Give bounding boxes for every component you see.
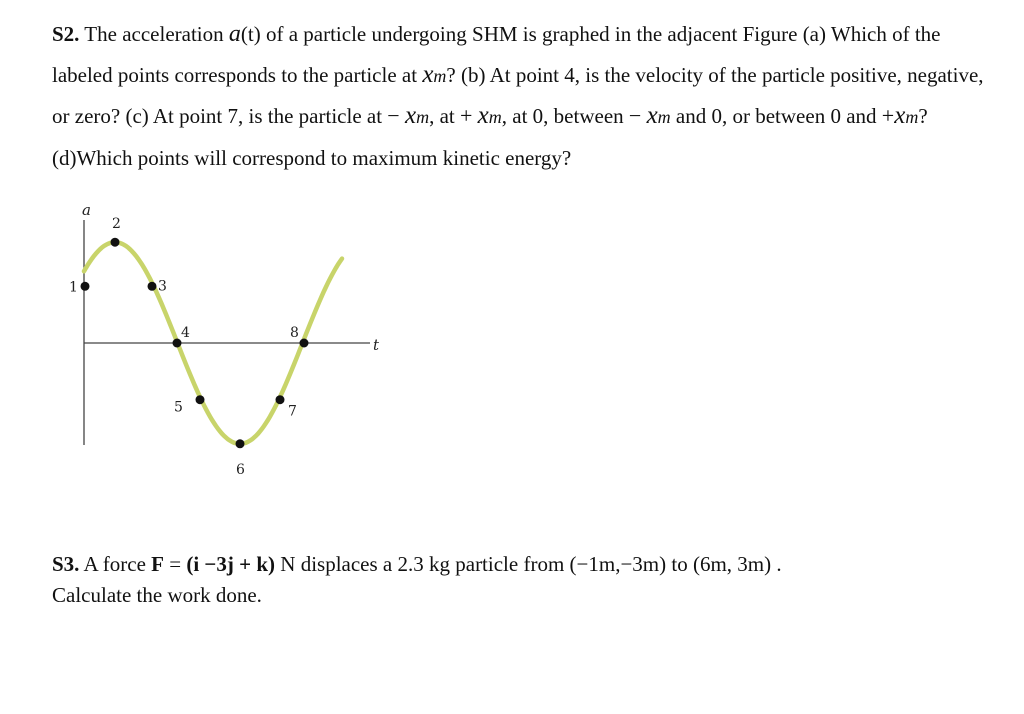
s2-xm-var-3: x [477,102,489,129]
point-label-2: 2 [112,216,121,233]
point-label-6: 6 [236,461,245,478]
point-8 [300,339,309,348]
s2-xm-sub-4: m [657,107,671,127]
s2-text-7: ? (d)Which points will correspond to maximum kinetic energy? [52,104,928,170]
point-label-3: 3 [158,278,167,295]
s2-text-4: , at [429,104,460,128]
s2-xm-sub: m [433,65,447,86]
point-label-1: 1 [69,279,78,296]
s2-xm-var-5: x [894,102,906,129]
shm-acceleration-figure [60,190,400,478]
point-label-7: 7 [288,403,297,420]
s2-plus-2: + [881,103,895,128]
s2-xm-sub-3: m [488,107,502,127]
s3-force-vector: (i −3j + k) [186,552,276,576]
s2-xm-sub-2: m [416,107,430,127]
s3-text-2: = [164,552,187,576]
s3-line-2: Calculate the work done. [52,583,262,607]
y-axis-label: a [82,201,91,219]
s3-force-symbol: F [151,552,164,576]
s2-text-3: ? (b) At point 4, is the velocity of the particle positive, negative, or zero? (c) At point 7, is the particle at [52,62,984,128]
s3-line-1 [52,549,987,580]
s2-time-arg: (t) [240,22,261,46]
s2-text-2: of a particle undergoing SHM is graphed in the adjacent Figure (a) Which of the labeled points corresponds to the particle at [52,22,941,87]
s2-xm-var-4: x [646,102,658,129]
shm-acceleration-graph [60,190,400,478]
point-7 [276,395,285,404]
s3-text-1: A force [79,552,152,576]
s2-xm-var-2: x [404,102,417,129]
point-2 [111,238,120,247]
s2-text-5: , at 0, between [501,104,629,128]
s2-xm-sub-5: m [905,107,919,127]
question-s2-label: S2. [52,22,80,46]
s2-acceleration-var: a [228,21,241,47]
point-3 [148,282,157,291]
s2-text-1: The acceleration [79,22,229,46]
point-1 [81,282,90,291]
question-s2 [52,14,987,178]
s2-xm-var: x [422,60,434,88]
point-5 [196,395,205,404]
question-s3 [52,549,987,611]
s2-minus-1: − [387,103,400,128]
point-label-4: 4 [181,325,190,341]
labeled-points [69,216,309,478]
s2-text-6: and 0, or between 0 and [670,104,882,128]
point-6 [236,439,245,448]
question-s3-label: S3. [52,552,80,576]
x-axis-label: t [373,336,380,354]
s3-text-3: N displaces a 2.3 kg particle from (−1m,−3m) to (6m, 3m) . [275,552,782,576]
s2-minus-2: − [628,103,642,128]
point-label-8: 8 [290,325,299,341]
s2-plus-1: + [459,103,473,128]
point-label-5: 5 [174,399,183,416]
